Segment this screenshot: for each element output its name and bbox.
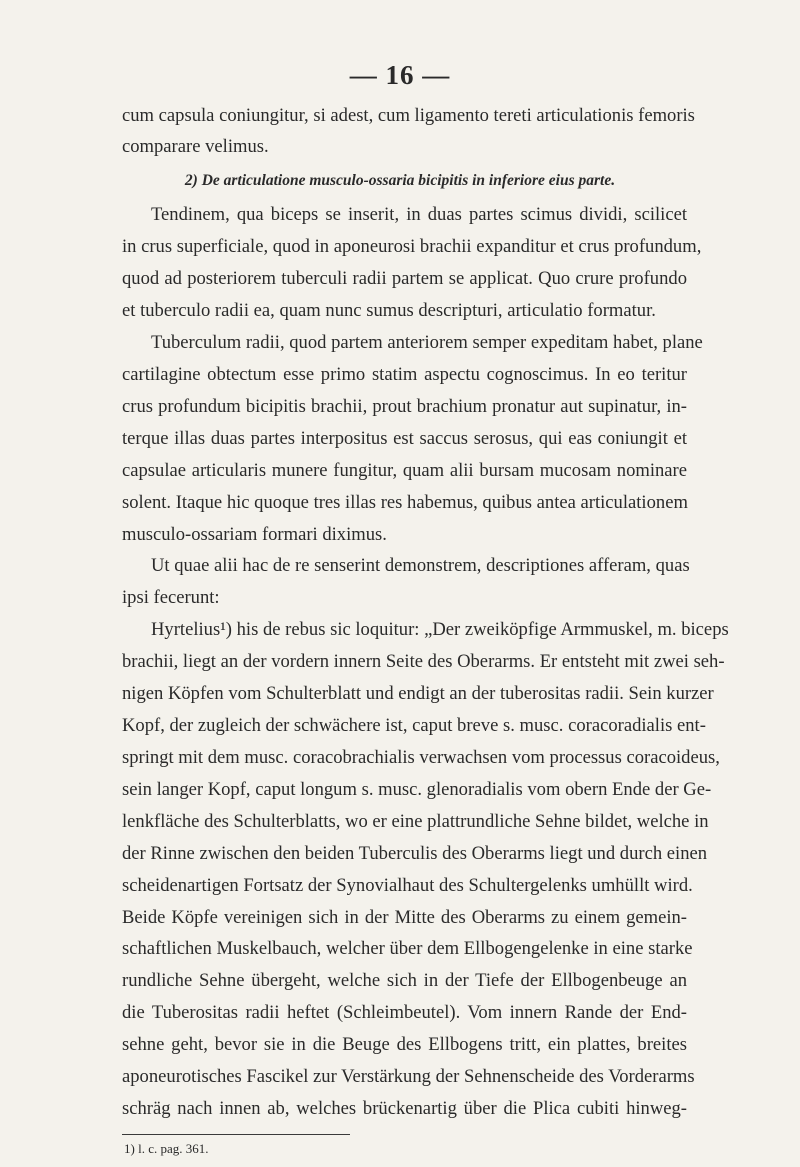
text-line: schräg nach innen ab, welches brückenartig über die Plica cubiti hinweg-: [122, 1098, 687, 1119]
text-line: Tendinem, qua biceps se inserit, in duas partes scimus dividi, scilicet: [151, 204, 687, 225]
section-heading: 2) De articulatione musculo-ossaria bicipitis in inferiore eius parte.: [184, 172, 616, 189]
text-line: comparare velimus.: [122, 136, 269, 157]
text-line: rundliche Sehne übergeht, welche sich in der Tiefe der Ellbogenbeuge an: [122, 970, 687, 991]
page-number: — 16 —: [349, 60, 451, 90]
text-line: ipsi fecerunt:: [122, 587, 220, 608]
text-line: crus profundum bicipitis brachii, prout brachium pronatur aut supinatur, in-: [122, 396, 687, 417]
text-line: musculo-ossariam formari diximus.: [122, 524, 387, 545]
text-line: capsulae articularis munere fungitur, quam alii bursam mucosam nominare: [122, 460, 687, 481]
text-line: sein langer Kopf, caput longum s. musc. glenoradialis vom obern Ende der Ge-: [122, 779, 712, 800]
text-line: in crus superficiale, quod in aponeurosi brachii expanditur et crus profundum,: [122, 236, 702, 257]
text-line: Tuberculum radii, quod partem anteriorem semper expeditam habet, plane: [151, 332, 703, 353]
text-line: quod ad posteriorem tuberculi radii partem se applicat. Quo crure profundo: [122, 268, 687, 289]
text-line: et tuberculo radii ea, quam nunc sumus descripturi, articulatio formatur.: [122, 300, 656, 321]
text-line: scheidenartigen Fortsatz der Synovialhaut des Schultergelenks umhüllt wird.: [122, 875, 693, 896]
footnote: 1) l. c. pag. 361.: [124, 1141, 209, 1156]
text-line: aponeurotisches Fascikel zur Verstärkung der Sehnenscheide des Vorderarms: [122, 1066, 695, 1087]
text-line: sehne geht, bevor sie in die Beuge des Ellbogens tritt, ein plattes, breites: [122, 1034, 687, 1055]
text-line: Beide Köpfe vereinigen sich in der Mitte des Oberarms zu einem gemein-: [122, 907, 687, 928]
text-line: cum capsula coniungitur, si adest, cum ligamento tereti articulationis femoris: [122, 105, 695, 126]
text-line: solent. Itaque hic quoque tres illas res habemus, quibus antea articulationem: [122, 492, 688, 513]
footnote-rule: [122, 1134, 350, 1135]
text-line: der Rinne zwischen den beiden Tuberculis des Oberarms liegt und durch einen: [122, 843, 708, 864]
text-line: die Tuberositas radii heftet (Schleimbeutel). Vom innern Rande der End-: [122, 1002, 687, 1023]
text-line: nigen Köpfen vom Schulterblatt und endigt an der tuberositas radii. Sein kurzer: [122, 683, 714, 704]
text-line: Ut quae alii hac de re senserint demonstrem, descriptiones afferam, quas: [151, 555, 690, 576]
text-line: schaftlichen Muskelbauch, welcher über dem Ellbogengelenke in eine starke: [122, 938, 693, 959]
text-line: Hyrtelius¹) his de rebus sic loquitur: „Der zweiköpfige Armmuskel, m. biceps: [151, 619, 729, 640]
text-line: terque illas duas partes interpositus est saccus serosus, qui eas coniungit et: [122, 428, 687, 449]
text-line: cartilagine obtectum esse primo statim aspectu cognoscimus. In eo teritur: [122, 364, 687, 385]
text-line: brachii, liegt an der vordern innern Seite des Oberarms. Er entsteht mit zwei seh-: [122, 651, 725, 672]
text-line: Kopf, der zugleich der schwächere ist, caput breve s. musc. coracoradialis ent-: [122, 715, 706, 736]
text-line: springt mit dem musc. coracobrachialis verwachsen vom processus coracoideus,: [122, 747, 720, 768]
text-line: lenkfläche des Schulterblatts, wo er eine plattrundliche Sehne bildet, welche in: [122, 811, 709, 832]
